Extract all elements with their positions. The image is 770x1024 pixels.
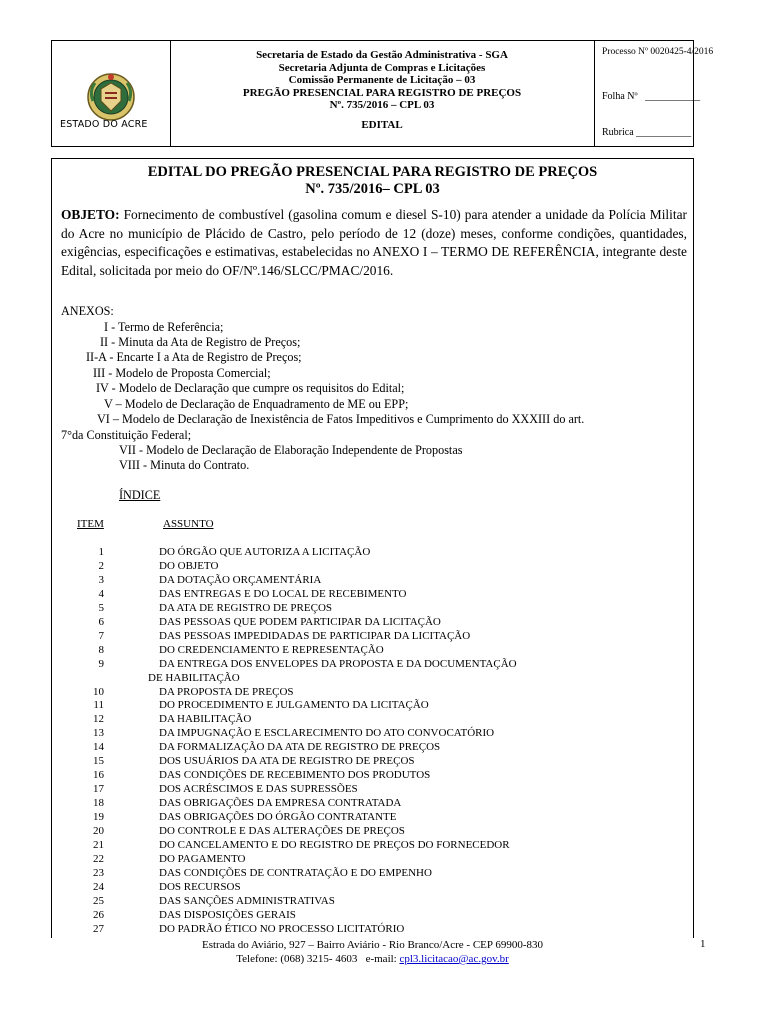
header-line-sga: Secretaria de Estado da Gestão Administrativa - SGA (256, 49, 508, 61)
header-seal-cell (52, 41, 171, 146)
anexo-item: III - Modelo de Proposta Comercial; (93, 366, 271, 380)
index-item-number: 14 (93, 741, 104, 754)
anexo-item: VIII - Minuta do Contrato. (119, 458, 250, 472)
footer-phone: Telefone: (068) 3215- 4603 e-mail: (236, 953, 400, 965)
index-item-subject: DO PROCEDIMENTO E JULGAMENTO DA LICITAÇÃO (159, 699, 429, 712)
document-header (51, 40, 714, 147)
index-item-number: 22 (93, 852, 104, 865)
index-item-number: 7 (98, 629, 104, 642)
anexos-label: ANEXOS: (61, 304, 114, 318)
title-line-1: EDITAL DO PREGÃO PRESENCIAL PARA REGISTRO DE PREÇOS (147, 164, 598, 180)
index-item-subject: DAS DISPOSIÇÕES GERAIS (159, 908, 296, 921)
index-item-number: 13 (93, 727, 104, 740)
index-item-subject: DO PAGAMENTO (159, 852, 246, 865)
index-item-subject: DAS CONDIÇÕES DE CONTRATAÇÃO E DO EMPENHO (159, 866, 432, 879)
index-item-number: 11 (93, 699, 104, 712)
page-number: 1 (700, 938, 706, 950)
index-item-number: 3 (98, 573, 104, 586)
index-item-number: 5 (98, 601, 104, 614)
folha-field: Folha Nº ___________ (602, 91, 701, 102)
index-item-subject: DAS OBRIGAÇÕES DO ÓRGÃO CONTRATANTE (159, 811, 397, 824)
header-line-numero: Nº. 735/2016 – CPL 03 (329, 99, 435, 111)
index-item-number: 4 (98, 587, 104, 600)
index-item-number: 19 (93, 811, 104, 824)
index-item-number: 24 (93, 880, 104, 893)
footer-address: Estrada do Aviário, 927 – Bairro Aviário - Rio Branco/Acre - CEP 69900-830 (201, 939, 544, 951)
anexo-item: II - Minuta da Ata de Registro de Preços; (100, 335, 301, 349)
index-item-subject: DA DOTAÇÃO ORÇAMENTÁRIA (159, 573, 322, 586)
footer-contact (51, 952, 694, 966)
anexo-item: II-A - Encarte I a Ata de Registro de Preços; (86, 350, 302, 364)
header-title-cell (170, 41, 595, 146)
index-item-subject: DA ENTREGA DOS ENVELOPES DA PROPOSTA E DA DOCUMENTAÇÃO (159, 657, 517, 670)
index-item-subject: DO ÓRGÃO QUE AUTORIZA A LICITAÇÃO (159, 546, 371, 558)
index-item-number: 8 (98, 643, 104, 656)
index-item-subject: DA ATA DE REGISTRO DE PREÇOS (159, 601, 333, 614)
index-item-number: 2 (98, 559, 104, 572)
objeto-paragraph (61, 206, 687, 280)
index-item-subject: DAS PESSOAS IMPEDIDADAS DE PARTICIPAR DA LICITAÇÃO (159, 629, 471, 642)
index-item-subject: DAS SANÇÕES ADMINISTRATIVAS (159, 894, 335, 907)
title-line-2: Nº. 735/2016– CPL 03 (305, 181, 440, 197)
index-item-subject: DO OBJETO (159, 559, 219, 572)
header-line-compras: Secretaria Adjunta de Compras e Licitações (278, 61, 486, 74)
index-item-subject: DA PROPOSTA DE PREÇOS (159, 685, 294, 698)
item-column-header: ITEM (77, 518, 104, 530)
index-item-number: 17 (93, 783, 104, 796)
index-item-subject: DAS ENTREGAS E DO LOCAL DE RECEBIMENTO (159, 587, 407, 600)
index-item-number: 21 (93, 838, 104, 851)
index-item-number: 25 (93, 894, 104, 907)
index-item-number: 16 (93, 769, 104, 782)
index-item-subject: DO PADRÃO ÉTICO NO PROCESSO LICITATÓRIO (159, 922, 405, 935)
index-item-subject: DA FORMALIZAÇÃO DA ATA DE REGISTRO DE PREÇOS (159, 741, 441, 754)
index-item-subject: DAS CONDIÇÕES DE RECEBIMENTO DOS PRODUTOS (159, 769, 431, 782)
anexo-item: IV - Modelo de Declaração que cumpre os requisitos do Edital; (96, 381, 405, 395)
index-item-number: 20 (93, 825, 104, 837)
index-item-subject: DA HABILITAÇÃO (159, 713, 252, 726)
index-item-subject: DOS USUÁRIOS DA ATA DE REGISTRO DE PREÇOS (159, 755, 415, 768)
anexo-item: VII - Modelo de Declaração de Elaboração Independente de Propostas (119, 443, 463, 457)
anexo-item-continuation: 7°da Constituição Federal; (61, 428, 192, 442)
index-item-subject: DE HABILITAÇÃO (148, 671, 240, 684)
state-seal-icon (85, 71, 137, 123)
index-item-subject: DOS RECURSOS (159, 880, 241, 893)
index-item-number: 6 (98, 615, 104, 628)
header-line-comissao: Comissão Permanente de Licitação – 03 (288, 74, 476, 86)
index-item-subject: DOS ACRÉSCIMOS E DAS SUPRESSÕES (159, 783, 358, 796)
email-link[interactable]: cpl3.licitacao@ac.gov.br (399, 953, 509, 965)
anexo-item: I - Termo de Referência; (104, 320, 224, 334)
index-item-subject: DA IMPUGNAÇÃO E ESCLARECIMENTO DO ATO CONVOCATÓRIO (159, 727, 495, 740)
index-item-subject: DO CANCELAMENTO E DO REGISTRO DE PREÇOS DO FORNECEDOR (159, 838, 510, 851)
index-item-subject: DO CREDENCIAMENTO E REPRESENTAÇÃO (159, 643, 384, 656)
anexo-item: VI – Modelo de Declaração de Inexistência de Fatos Impeditivos e Cumprimento do XXXIII do art. (97, 412, 585, 426)
footer (51, 938, 694, 966)
index-item-number: 15 (93, 755, 104, 768)
index-item-number: 23 (93, 866, 104, 879)
objeto-text: Fornecimento de combustível (gasolina comum e diesel S-10) para atender a unidade da Polícia Militar do Acre no município de Plácido de Castro, pelo período de 12 (doze) meses, conforme condições, quantidades, exigências, especificações e estimativas, estabelecidas no ANEXO I – TERMO DE REFERÊNCIA, integrante deste Edital, solicitada por meio do OF/Nº.146/SLCC/PMAC/2016. (61, 207, 687, 278)
index-item-number: 27 (93, 922, 104, 935)
index-item-number: 18 (93, 797, 104, 810)
index-item-number: 10 (93, 685, 104, 698)
index-item-number: 1 (98, 546, 104, 558)
indice-heading: ÍNDICE (119, 488, 161, 502)
index-item-number: 9 (98, 657, 104, 670)
header-line-edital: EDITAL (361, 118, 403, 131)
index-item-number: 12 (93, 713, 104, 726)
anexo-item: V – Modelo de Declaração de Enquadramento de ME ou EPP; (104, 397, 409, 411)
rubrica-field: Rubrica ___________ (602, 127, 692, 138)
index-item-subject: DAS OBRIGAÇÕES DA EMPRESA CONTRATADA (159, 797, 402, 810)
seal-caption: ESTADO DO ACRE (60, 119, 148, 130)
assunto-column-header: ASSUNTO (163, 518, 214, 530)
header-process-cell (594, 41, 714, 146)
header-line-pregao: PREGÃO PRESENCIAL PARA REGISTRO DE PREÇOS (242, 86, 522, 99)
processo-number: Processo Nº 0020425-4/2016 (602, 47, 714, 57)
objeto-label: OBJETO: (61, 207, 120, 222)
index-item-number: 26 (93, 908, 104, 921)
index-item-subject: DAS PESSOAS QUE PODEM PARTICIPAR DA LICITAÇÃO (159, 615, 441, 628)
edital-title (51, 164, 694, 198)
index-item-subject: DO CONTROLE E DAS ALTERAÇÕES DE PREÇOS (159, 825, 405, 837)
